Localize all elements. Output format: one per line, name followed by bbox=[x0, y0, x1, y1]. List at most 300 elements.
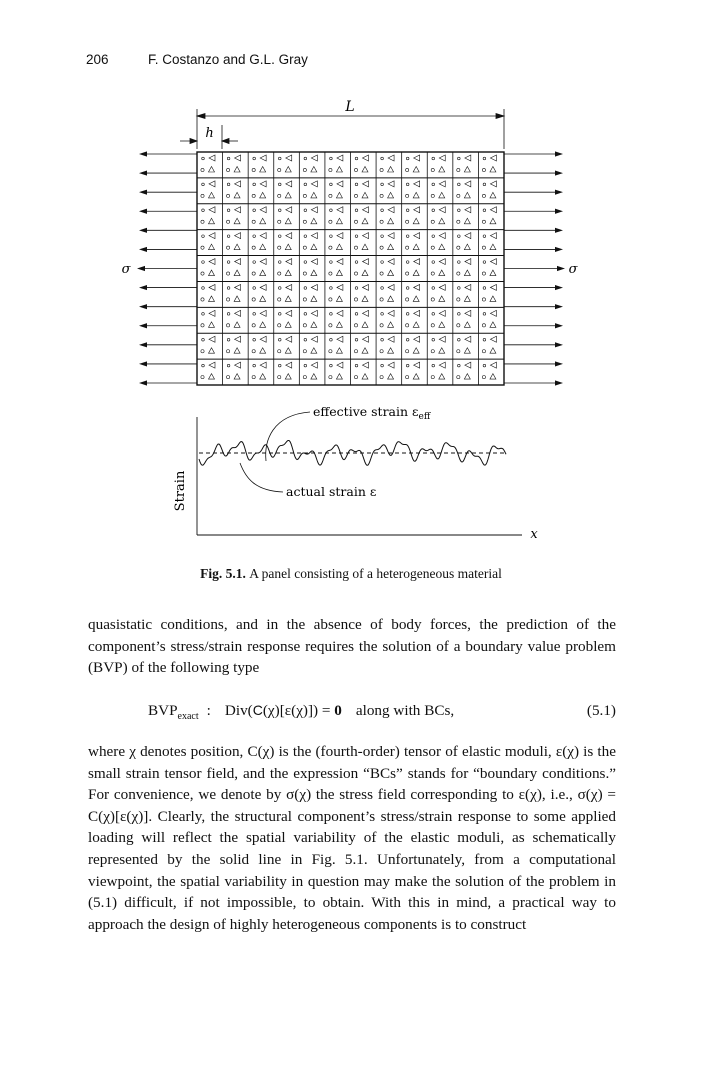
material-cell bbox=[252, 181, 266, 198]
triangle-inclusion bbox=[439, 296, 445, 302]
small-inclusion bbox=[432, 364, 435, 367]
small-inclusion bbox=[278, 287, 281, 290]
triangle-inclusion bbox=[439, 155, 445, 161]
triangle-inclusion bbox=[465, 233, 471, 239]
triangle-inclusion bbox=[260, 348, 266, 354]
small-inclusion bbox=[482, 376, 485, 379]
triangle-inclusion bbox=[286, 207, 292, 213]
triangle-inclusion bbox=[311, 259, 317, 265]
small-inclusion bbox=[406, 324, 409, 327]
triangle-inclusion bbox=[439, 322, 445, 328]
material-cell bbox=[431, 259, 445, 276]
triangle-inclusion bbox=[414, 336, 420, 342]
triangle-inclusion bbox=[439, 374, 445, 380]
material-cell bbox=[278, 310, 292, 327]
material-cell bbox=[457, 181, 471, 198]
triangle-inclusion bbox=[413, 167, 419, 173]
small-inclusion bbox=[458, 235, 461, 238]
small-inclusion bbox=[406, 338, 409, 341]
small-inclusion bbox=[329, 376, 332, 379]
small-inclusion bbox=[304, 338, 307, 341]
triangle-inclusion bbox=[464, 322, 470, 328]
triangle-inclusion bbox=[388, 362, 394, 368]
triangle-inclusion bbox=[209, 310, 215, 316]
material-cell bbox=[201, 284, 215, 301]
material-cell bbox=[252, 155, 266, 172]
small-inclusion bbox=[253, 157, 256, 160]
small-inclusion bbox=[432, 338, 435, 341]
material-cell bbox=[329, 155, 343, 172]
material-cell bbox=[252, 336, 266, 353]
small-inclusion bbox=[329, 220, 332, 223]
small-inclusion bbox=[304, 183, 307, 186]
small-inclusion bbox=[252, 272, 255, 275]
material-cell bbox=[380, 207, 394, 224]
small-inclusion bbox=[226, 194, 229, 197]
material-cell bbox=[303, 362, 317, 379]
triangle-inclusion bbox=[362, 322, 368, 328]
triangle-inclusion bbox=[414, 259, 420, 265]
triangle-inclusion bbox=[260, 284, 266, 290]
equation-body: $BVP_{exact}$ : Div(C(χ)[ε(χ)]) = 0 along with BCs, bbox=[148, 702, 455, 723]
material-cell bbox=[431, 362, 445, 379]
small-inclusion bbox=[482, 168, 485, 171]
material-cell bbox=[457, 259, 471, 276]
traction-arrow-pair bbox=[139, 304, 563, 309]
small-inclusion bbox=[355, 235, 358, 238]
triangle-inclusion bbox=[234, 270, 240, 276]
triangle-inclusion bbox=[311, 374, 317, 380]
small-inclusion bbox=[431, 272, 434, 275]
small-inclusion bbox=[278, 313, 281, 316]
small-inclusion bbox=[482, 220, 485, 223]
triangle-inclusion bbox=[439, 244, 445, 250]
small-inclusion bbox=[304, 209, 307, 212]
small-inclusion bbox=[252, 246, 255, 249]
small-inclusion bbox=[278, 220, 281, 223]
small-inclusion bbox=[457, 350, 460, 353]
triangle-inclusion bbox=[311, 348, 317, 354]
small-inclusion bbox=[355, 287, 358, 290]
small-inclusion bbox=[303, 376, 306, 379]
triangle-inclusion bbox=[362, 348, 368, 354]
triangle-inclusion bbox=[362, 167, 368, 173]
triangle-inclusion bbox=[311, 244, 317, 250]
small-inclusion bbox=[227, 313, 230, 316]
triangle-inclusion bbox=[336, 296, 342, 302]
small-inclusion bbox=[458, 364, 461, 367]
small-inclusion bbox=[355, 338, 358, 341]
small-inclusion bbox=[253, 364, 256, 367]
material-cell bbox=[380, 310, 394, 327]
triangle-inclusion bbox=[490, 218, 496, 224]
material-cell bbox=[431, 284, 445, 301]
material-cell bbox=[278, 155, 292, 172]
small-inclusion bbox=[226, 298, 229, 301]
small-inclusion bbox=[252, 376, 255, 379]
triangle-inclusion bbox=[388, 374, 394, 380]
small-inclusion bbox=[329, 168, 332, 171]
material-cell bbox=[252, 259, 266, 276]
triangle-inclusion bbox=[363, 310, 369, 316]
triangle-inclusion bbox=[490, 322, 496, 328]
material-cell bbox=[406, 336, 420, 353]
small-inclusion bbox=[381, 287, 384, 290]
triangle-inclusion bbox=[209, 374, 215, 380]
material-cell bbox=[201, 233, 215, 250]
small-inclusion bbox=[202, 338, 205, 341]
triangle-inclusion bbox=[235, 310, 241, 316]
small-inclusion bbox=[227, 287, 230, 290]
triangle-inclusion bbox=[388, 259, 394, 265]
triangle-inclusion bbox=[465, 207, 471, 213]
small-inclusion bbox=[482, 324, 485, 327]
small-inclusion bbox=[253, 287, 256, 290]
material-cell bbox=[329, 233, 343, 250]
triangle-inclusion bbox=[260, 181, 266, 187]
traction-arrow-pair bbox=[139, 361, 563, 366]
triangle-inclusion bbox=[439, 218, 445, 224]
triangle-inclusion bbox=[285, 296, 291, 302]
triangle-inclusion bbox=[235, 336, 241, 342]
triangle-inclusion bbox=[260, 270, 266, 276]
material-cell bbox=[303, 336, 317, 353]
small-inclusion bbox=[252, 220, 255, 223]
triangle-inclusion bbox=[285, 167, 291, 173]
stress-right-label: σ bbox=[568, 262, 578, 277]
triangle-inclusion bbox=[209, 207, 215, 213]
small-inclusion bbox=[278, 209, 281, 212]
caption-label: Fig. 5.1. bbox=[200, 566, 246, 581]
small-inclusion bbox=[355, 364, 358, 367]
triangle-inclusion bbox=[285, 374, 291, 380]
material-cell bbox=[406, 362, 420, 379]
material-cell bbox=[329, 336, 343, 353]
triangle-inclusion bbox=[413, 322, 419, 328]
small-inclusion bbox=[278, 183, 281, 186]
small-inclusion bbox=[330, 261, 333, 264]
small-inclusion bbox=[253, 209, 256, 212]
triangle-inclusion bbox=[209, 296, 215, 302]
material-cell bbox=[482, 310, 496, 327]
material-cell bbox=[354, 259, 368, 276]
small-inclusion bbox=[406, 235, 409, 238]
small-inclusion bbox=[432, 157, 435, 160]
triangle-inclusion bbox=[209, 322, 215, 328]
material-cell bbox=[329, 207, 343, 224]
material-cell bbox=[482, 336, 496, 353]
small-inclusion bbox=[201, 376, 204, 379]
triangle-inclusion bbox=[363, 284, 369, 290]
triangle-inclusion bbox=[260, 207, 266, 213]
triangle-inclusion bbox=[490, 155, 496, 161]
small-inclusion bbox=[202, 364, 205, 367]
triangle-inclusion bbox=[413, 374, 419, 380]
small-inclusion bbox=[406, 246, 409, 249]
triangle-inclusion bbox=[311, 192, 317, 198]
material-cell bbox=[482, 233, 496, 250]
small-inclusion bbox=[227, 183, 230, 186]
traction-arrow-pair bbox=[139, 170, 563, 175]
small-inclusion bbox=[202, 313, 205, 316]
small-inclusion bbox=[483, 209, 486, 212]
small-inclusion bbox=[330, 183, 333, 186]
small-inclusion bbox=[304, 287, 307, 290]
small-inclusion bbox=[482, 298, 485, 301]
triangle-inclusion bbox=[260, 296, 266, 302]
material-cell bbox=[329, 284, 343, 301]
small-inclusion bbox=[303, 168, 306, 171]
small-inclusion bbox=[278, 298, 281, 301]
small-inclusion bbox=[278, 324, 281, 327]
triangle-inclusion bbox=[234, 374, 240, 380]
triangle-inclusion bbox=[235, 284, 241, 290]
triangle-inclusion bbox=[209, 181, 215, 187]
triangle-inclusion bbox=[363, 336, 369, 342]
material-cell bbox=[201, 207, 215, 224]
triangle-inclusion bbox=[209, 284, 215, 290]
triangle-inclusion bbox=[336, 270, 342, 276]
material-cell bbox=[226, 155, 240, 172]
small-inclusion bbox=[431, 298, 434, 301]
triangle-inclusion bbox=[209, 259, 215, 265]
triangle-inclusion bbox=[311, 322, 317, 328]
triangle-inclusion bbox=[490, 259, 496, 265]
small-inclusion bbox=[253, 235, 256, 238]
triangle-inclusion bbox=[235, 233, 241, 239]
figure-caption bbox=[0, 566, 702, 582]
material-cell bbox=[303, 259, 317, 276]
running-head-authors: F. Costanzo and G.L. Gray bbox=[148, 52, 308, 67]
triangle-inclusion bbox=[363, 233, 369, 239]
small-inclusion bbox=[252, 168, 255, 171]
small-inclusion bbox=[457, 194, 460, 197]
triangle-inclusion bbox=[336, 374, 342, 380]
material-cell bbox=[329, 259, 343, 276]
triangle-inclusion bbox=[260, 192, 266, 198]
material-cell bbox=[278, 259, 292, 276]
triangle-inclusion bbox=[209, 336, 215, 342]
triangle-inclusion bbox=[439, 167, 445, 173]
material-cell bbox=[303, 155, 317, 172]
triangle-inclusion bbox=[311, 310, 317, 316]
triangle-inclusion bbox=[363, 181, 369, 187]
triangle-inclusion bbox=[337, 181, 343, 187]
triangle-inclusion bbox=[311, 167, 317, 173]
material-cell bbox=[482, 284, 496, 301]
triangle-inclusion bbox=[465, 310, 471, 316]
triangle-inclusion bbox=[413, 192, 419, 198]
small-inclusion bbox=[227, 261, 230, 264]
small-inclusion bbox=[406, 272, 409, 275]
triangle-inclusion bbox=[490, 374, 496, 380]
small-inclusion bbox=[380, 194, 383, 197]
small-inclusion bbox=[457, 168, 460, 171]
triangle-inclusion bbox=[234, 296, 240, 302]
material-cell bbox=[431, 310, 445, 327]
triangle-inclusion bbox=[336, 192, 342, 198]
triangle-inclusion bbox=[285, 270, 291, 276]
material-cell bbox=[431, 233, 445, 250]
small-inclusion bbox=[355, 261, 358, 264]
triangle-inclusion bbox=[337, 310, 343, 316]
small-inclusion bbox=[458, 313, 461, 316]
triangle-inclusion bbox=[465, 284, 471, 290]
triangle-inclusion bbox=[311, 155, 317, 161]
small-inclusion bbox=[201, 246, 204, 249]
material-cell bbox=[278, 233, 292, 250]
triangle-inclusion bbox=[260, 310, 266, 316]
small-inclusion bbox=[202, 261, 205, 264]
triangle-inclusion bbox=[362, 192, 368, 198]
triangle-inclusion bbox=[286, 362, 292, 368]
triangle-inclusion bbox=[286, 336, 292, 342]
small-inclusion bbox=[432, 235, 435, 238]
triangle-inclusion bbox=[439, 310, 445, 316]
small-inclusion bbox=[201, 324, 204, 327]
small-inclusion bbox=[278, 261, 281, 264]
small-inclusion bbox=[354, 298, 357, 301]
small-inclusion bbox=[483, 287, 486, 290]
small-inclusion bbox=[381, 209, 384, 212]
triangle-inclusion bbox=[388, 270, 394, 276]
material-cell bbox=[303, 181, 317, 198]
small-inclusion bbox=[303, 272, 306, 275]
triangle-inclusion bbox=[362, 270, 368, 276]
triangle-inclusion bbox=[260, 155, 266, 161]
triangle-inclusion bbox=[388, 167, 394, 173]
material-cell bbox=[406, 181, 420, 198]
small-inclusion bbox=[253, 261, 256, 264]
small-inclusion bbox=[458, 183, 461, 186]
triangle-inclusion bbox=[388, 336, 394, 342]
triangle-inclusion bbox=[363, 207, 369, 213]
material-cell bbox=[201, 181, 215, 198]
small-inclusion bbox=[278, 338, 281, 341]
small-inclusion bbox=[303, 350, 306, 353]
small-inclusion bbox=[431, 168, 434, 171]
triangle-inclusion bbox=[363, 259, 369, 265]
paragraph-1: quasistatic conditions, and in the absence of body forces, the prediction of the component’s stress/strain response requires the solution of a boundary value problem (BVP) of the following type bbox=[88, 616, 616, 677]
material-cell bbox=[329, 181, 343, 198]
triangle-inclusion bbox=[286, 284, 292, 290]
triangle-inclusion bbox=[285, 322, 291, 328]
small-inclusion bbox=[381, 261, 384, 264]
small-inclusion bbox=[381, 313, 384, 316]
small-inclusion bbox=[330, 235, 333, 238]
small-inclusion bbox=[355, 313, 358, 316]
material-cell bbox=[457, 284, 471, 301]
triangle-inclusion bbox=[235, 207, 241, 213]
material-cell bbox=[201, 259, 215, 276]
small-inclusion bbox=[482, 272, 485, 275]
triangle-inclusion bbox=[209, 192, 215, 198]
small-inclusion bbox=[483, 261, 486, 264]
material-cell bbox=[406, 310, 420, 327]
small-inclusion bbox=[202, 287, 205, 290]
effective-strain-leader bbox=[266, 412, 310, 461]
small-inclusion bbox=[304, 235, 307, 238]
triangle-inclusion bbox=[490, 310, 496, 316]
triangle-inclusion bbox=[465, 155, 471, 161]
material-cell bbox=[406, 233, 420, 250]
small-inclusion bbox=[202, 235, 205, 238]
small-inclusion bbox=[380, 272, 383, 275]
small-inclusion bbox=[227, 338, 230, 341]
triangle-inclusion bbox=[336, 218, 342, 224]
dimension-h-label: h bbox=[205, 126, 214, 141]
equation-5-1 bbox=[88, 702, 616, 724]
small-inclusion bbox=[329, 272, 332, 275]
triangle-inclusion bbox=[260, 244, 266, 250]
triangle-inclusion bbox=[388, 310, 394, 316]
small-inclusion bbox=[406, 350, 409, 353]
small-inclusion bbox=[227, 157, 230, 160]
triangle-inclusion bbox=[209, 244, 215, 250]
triangle-inclusion bbox=[465, 362, 471, 368]
material-cell bbox=[431, 207, 445, 224]
triangle-inclusion bbox=[439, 270, 445, 276]
paragraph-2: where χ denotes position, C(χ) is the (fourth-order) tensor of elastic moduli, ε(χ) is the small strain tensor field, and the expression “BCs” stands for “boundary conditions.” For convenience, we denote by σ(χ) the stress field corresponding to ε(χ), i.e., σ(χ) = C(χ)[ε(χ)]. Clearly, the structural component’s stress/strain response to some applied loading will reflect the spatial variability of the elastic moduli, as schematically represented by the solid line in Fig. 5.1. Unfortunately, from a computational viewpoint, the spatial variability in question may make the solution of the problem in (5.1) difficult, if not impossible, to obtain. With this in mind, a practical way to approach the design of highly heterogeneous components is to construct bbox=[88, 743, 616, 933]
small-inclusion bbox=[253, 313, 256, 316]
strain-plot bbox=[173, 404, 538, 542]
material-cell bbox=[226, 362, 240, 379]
small-inclusion bbox=[483, 364, 486, 367]
small-inclusion bbox=[330, 157, 333, 160]
triangle-inclusion bbox=[337, 284, 343, 290]
small-inclusion bbox=[354, 168, 357, 171]
triangle-inclusion bbox=[490, 284, 496, 290]
triangle-inclusion bbox=[260, 362, 266, 368]
small-inclusion bbox=[202, 183, 205, 186]
small-inclusion bbox=[329, 246, 332, 249]
small-inclusion bbox=[431, 194, 434, 197]
traction-arrow-pair bbox=[139, 342, 563, 347]
triangle-inclusion bbox=[311, 207, 317, 213]
small-inclusion bbox=[458, 209, 461, 212]
triangle-inclusion bbox=[234, 348, 240, 354]
small-inclusion bbox=[381, 338, 384, 341]
triangle-inclusion bbox=[311, 233, 317, 239]
small-inclusion bbox=[202, 209, 205, 212]
material-cell bbox=[201, 362, 215, 379]
small-inclusion bbox=[201, 350, 204, 353]
triangle-inclusion bbox=[414, 362, 420, 368]
material-cell bbox=[354, 155, 368, 172]
triangle-inclusion bbox=[388, 192, 394, 198]
triangle-inclusion bbox=[285, 348, 291, 354]
small-inclusion bbox=[482, 194, 485, 197]
small-inclusion bbox=[482, 246, 485, 249]
small-inclusion bbox=[303, 246, 306, 249]
small-inclusion bbox=[278, 157, 281, 160]
small-inclusion bbox=[278, 350, 281, 353]
triangle-inclusion bbox=[439, 362, 445, 368]
triangle-inclusion bbox=[464, 348, 470, 354]
small-inclusion bbox=[304, 364, 307, 367]
small-inclusion bbox=[278, 235, 281, 238]
small-inclusion bbox=[457, 376, 460, 379]
triangle-inclusion bbox=[336, 244, 342, 250]
dimension-L bbox=[197, 109, 504, 149]
small-inclusion bbox=[330, 313, 333, 316]
triangle-inclusion bbox=[286, 155, 292, 161]
triangle-inclusion bbox=[311, 284, 317, 290]
small-inclusion bbox=[406, 298, 409, 301]
material-cell bbox=[303, 207, 317, 224]
triangle-inclusion bbox=[464, 374, 470, 380]
triangle-inclusion bbox=[414, 284, 420, 290]
